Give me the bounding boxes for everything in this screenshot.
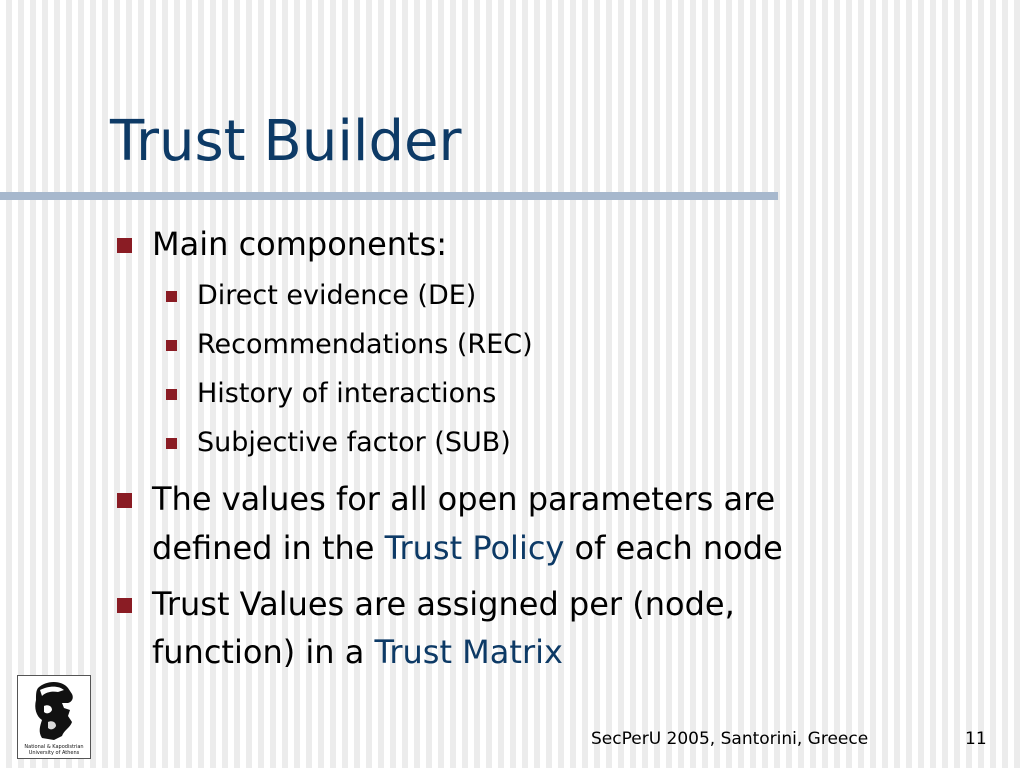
trust-matrix-term: Trust Matrix bbox=[374, 633, 563, 671]
footer-conference: SecPerU 2005, Santorini, Greece bbox=[591, 729, 869, 749]
square-bullet-icon bbox=[117, 238, 132, 253]
logo-text-line1: National & Kapodistrian bbox=[24, 744, 84, 750]
sub-bullet-recommendations bbox=[197, 321, 533, 369]
square-bullet-icon bbox=[166, 438, 177, 449]
sub-bullet-text: History of interactions bbox=[197, 378, 497, 409]
slide-title: Trust Builder bbox=[110, 109, 462, 174]
bullet-text: Main components: bbox=[152, 225, 448, 263]
sub-bullet-subjective-factor bbox=[197, 419, 511, 467]
bullet-open-parameters-line2 bbox=[152, 522, 783, 574]
bullet-text-line2-before: defined in the bbox=[152, 529, 385, 567]
bullet-open-parameters bbox=[152, 473, 775, 525]
university-logo bbox=[17, 675, 91, 759]
square-bullet-icon bbox=[117, 493, 132, 508]
bullet-trust-values-line2 bbox=[152, 626, 563, 678]
trust-policy-term: Trust Policy bbox=[384, 529, 565, 567]
bullet-text-line1: Trust Values are assigned per (node, bbox=[152, 585, 735, 623]
square-bullet-icon bbox=[166, 389, 177, 400]
sub-bullet-text: Subjective factor (SUB) bbox=[197, 427, 511, 458]
sub-bullet-text: Recommendations (REC) bbox=[197, 329, 533, 360]
bullet-main-components bbox=[152, 218, 447, 270]
sub-bullet-text: Direct evidence (DE) bbox=[197, 280, 477, 311]
square-bullet-icon bbox=[166, 340, 177, 351]
square-bullet-icon bbox=[117, 598, 132, 613]
page-number: 11 bbox=[965, 729, 987, 749]
logo-text-line2: University of Athens bbox=[28, 750, 80, 756]
bullet-text-line2-before: function) in a bbox=[152, 633, 375, 671]
sub-bullet-history bbox=[197, 370, 496, 418]
bullet-trust-values bbox=[152, 578, 735, 630]
bullet-text-line1: The values for all open parameters are bbox=[152, 480, 776, 518]
athena-helmet-icon bbox=[18, 676, 90, 758]
sub-bullet-direct-evidence bbox=[197, 272, 476, 320]
bullet-text-line2-after: of each node bbox=[564, 529, 783, 567]
square-bullet-icon bbox=[166, 291, 177, 302]
